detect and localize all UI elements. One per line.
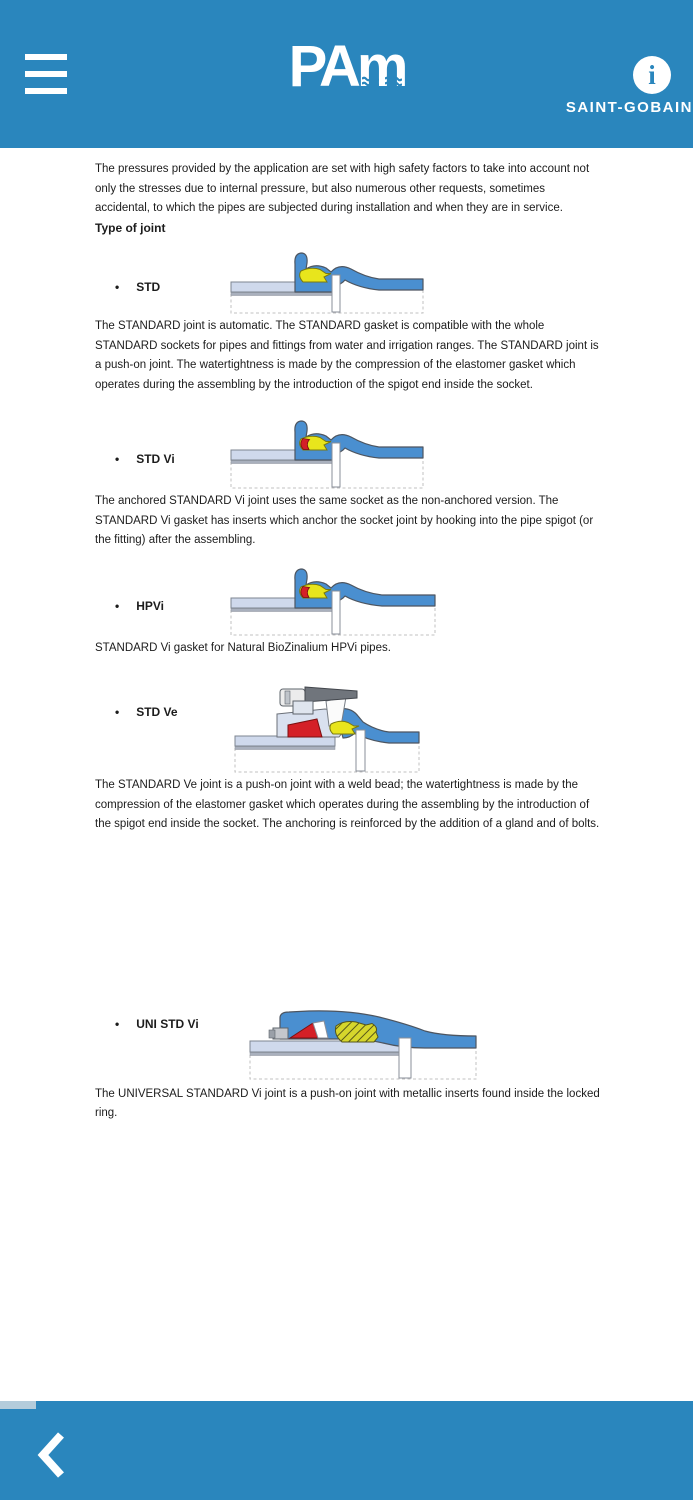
uni-std-vi-joint-diagram — [247, 1007, 479, 1085]
joint-label-uni-std-vi — [115, 1007, 247, 1035]
std-joint-diagram — [227, 251, 427, 317]
std-vi-joint-diagram — [227, 419, 427, 492]
saint-gobain-label: SAINT-GOBAIN — [565, 99, 693, 116]
bullet-icon: • — [115, 452, 120, 466]
pam-logo — [0, 34, 693, 116]
joint-row-std-ve — [95, 684, 601, 776]
joint-label-hpvi — [115, 567, 227, 617]
joint-label-text: UNI STD Vi — [136, 1016, 199, 1031]
bullet-icon: • — [115, 598, 120, 613]
content-gap — [95, 835, 601, 1007]
joint-row-hpvi — [95, 567, 601, 639]
std-ve-description: The STANDARD Ve joint is a push-on joint with a weld bead; the watertightness is made by the compression of the elastomer gasket which operates during the assembling by the introduction of the spigot end inside the socket. The anchoring is reinforced by the addition of a gland and of bolts. — [95, 779, 600, 830]
bullet-icon: • — [115, 1016, 120, 1031]
hpvi-description: STANDARD Vi gasket for Natural BioZinalium HPVi pipes. — [95, 641, 391, 654]
std-description: The STANDARD joint is automatic. The STANDARD gasket is compatible with the whole STANDARD sockets for pipes and fittings from water and irrigation ranges. The STANDARD joint is a push-on joint. The watertightness is made by the compression of the elastomer gasket which operates during the assembling by the introduction of the spigot end inside the socket. — [95, 320, 599, 391]
joint-row-std-vi — [95, 419, 601, 492]
bullet-icon: • — [115, 705, 120, 719]
hpvi-joint-diagram — [227, 567, 439, 639]
joint-label-text: HPVi — [136, 598, 164, 613]
scrollbar-thumb[interactable] — [0, 1401, 36, 1409]
back-button[interactable] — [34, 1429, 70, 1481]
joint-label-std-ve — [115, 684, 227, 723]
app-header — [0, 0, 693, 148]
bullet-icon: • — [115, 280, 120, 294]
type-of-joint-heading: Type of joint — [95, 220, 166, 235]
pam-logo-text: PAm — [288, 34, 405, 99]
joint-label-text: STD Ve — [136, 705, 178, 719]
pam-logo-waves-icon — [362, 76, 402, 92]
joint-label-std-vi — [115, 419, 227, 470]
joint-row-uni-std-vi — [95, 1007, 601, 1085]
document-page — [0, 148, 693, 1400]
joint-row-std — [95, 251, 601, 317]
joint-label-text: STD — [136, 280, 161, 294]
joint-label-std — [115, 251, 227, 298]
pam-logo-wordmark — [288, 34, 405, 99]
uni-std-vi-description: The UNIVERSAL STANDARD Vi joint is a push-on joint with metallic inserts found inside the locked ring. — [95, 1087, 600, 1119]
std-vi-description: The anchored STANDARD Vi joint uses the same socket as the non-anchored version. The STANDARD Vi gasket has inserts which anchor the socket joint by hooking into the pipe spigot (or the fitting) after the assembling. — [95, 495, 594, 546]
chevron-left-icon — [34, 1429, 70, 1481]
intro-paragraph: The pressures provided by the application are set with high safety factors to take into account not only the stresses due to internal pressure, but also numerous other requests, sometimes accidental, to which the pipes are subjected during installation and when they are in service. — [95, 163, 590, 214]
info-icon[interactable]: i — [633, 56, 671, 94]
std-ve-joint-diagram — [227, 684, 427, 776]
app-footer — [0, 1401, 693, 1500]
joint-label-text: STD Vi — [136, 452, 175, 466]
